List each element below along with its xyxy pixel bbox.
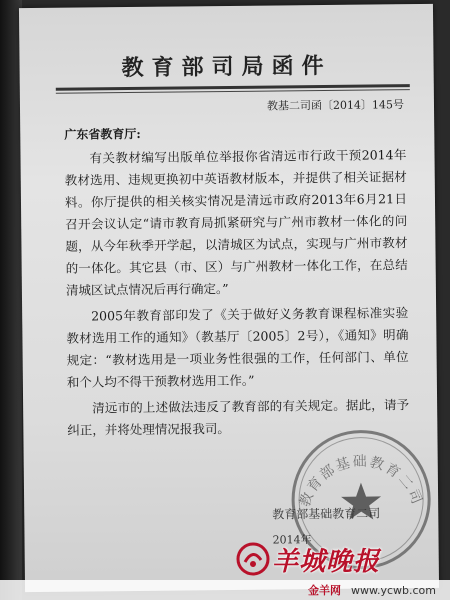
document-title: 教育部司局函件	[121, 52, 332, 82]
footer-brand: 金羊网	[307, 584, 341, 597]
recipient: 广东省教育厅:	[64, 126, 141, 142]
svg-text:教育部基础教育二司: 教育部基础教育二司	[296, 453, 426, 510]
paragraph-2: 2005年教育部印发了《关于做好义务教育课程标准实验教材选用工作的通知》（教基厅〔2005〕2号），《通知》明确规定：“教材选用是一项业务性很强的工作，任何部门、单位和个人均不得干预教材选用工作。”	[66, 305, 409, 390]
document-page	[19, 4, 439, 592]
background-edge	[0, 0, 22, 600]
document-date: 2014年	[272, 533, 312, 547]
ram-logo-icon	[236, 542, 270, 576]
signature: 教育部基础教育二司	[272, 506, 381, 522]
document-number: 教基二司函〔2014〕145号	[266, 98, 405, 113]
document-body	[64, 144, 409, 446]
paragraph-3: 清远市的上述做法违反了教育部的有关规定。据此，请予纠正，并将处理情况报我司。	[67, 397, 410, 438]
newspaper-watermark	[236, 540, 426, 578]
watermark-text: 羊城晚报	[272, 546, 381, 577]
paragraph-1: 有关教材编写出版单位举报你省清远市行政干预2014年教材选用、违规更换初中英语教材版本，并提供了相关证据材料。你厅提供的相关核实情况是清远市政府2013年6月21日召开会议认定“请市教育局抓紧研究与广州市教材一体化的问题，从今年秋季开学起，以清城区为试点，实现与广州市教材的一体化。其它县（市、区）与广州教材一体化工作，在总结清城区试点情况后再行确定。”	[64, 147, 408, 298]
footer-url[interactable]: www.ycwb.com	[350, 583, 436, 597]
footer-bar	[0, 580, 450, 600]
